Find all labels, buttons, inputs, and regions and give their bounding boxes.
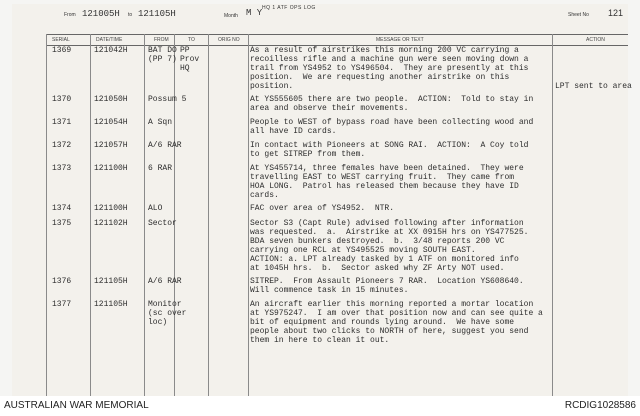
to-value: 121105H [138,9,176,19]
entry-serial: 1373 [52,164,72,173]
entry-from: 6 RAR [148,164,173,173]
sheet-header [12,4,628,34]
entry-datetime: 121042H [94,46,128,55]
log-title: HQ 1 ATF OPS LOG [262,5,316,11]
entry-serial: 1377 [52,300,72,309]
log-sheet [12,4,632,396]
entry-from: BAT DO (PP 7) [148,46,177,64]
entry-from: Possum 5 [148,95,187,104]
entry-to: PP Prov HQ [180,46,200,73]
archive-name: AUSTRALIAN WAR MEMORIAL [4,400,149,411]
archive-reference: RCDIG1028586 [564,400,636,411]
entry-message: SITREP. From Assault Pioneers 7 RAR. Location YS608640. Will commence task in 15 minutes. [250,277,524,295]
entry-message: In contact with Pioneers at SONG RAI. ACTION: A Coy told to get SITREP from them. [250,141,529,159]
divider [90,34,91,396]
col-action: ACTION [586,37,605,43]
entry-message: An aircraft earlier this morning reported a mortar location at YS975247. I am over that position now and can see quite a bit of equipment and rounds lying around. We have some people about two clicks to NORTH of here, suggest you send them in here to clean it out. [250,300,543,345]
entry-datetime: 121050H [94,95,128,104]
entry-from: A/6 RAR [148,141,182,150]
entry-message: As a result of airstrikes this morning 200 VC carrying a recoilless rifle and a machine gun were seen moving down a trail from YS4952 to YS496504. They are presently at this position. We are requesting another airstrike on this position. [250,46,529,91]
entry-datetime: 121105H [94,300,128,309]
entry-datetime: 121057H [94,141,128,150]
divider [46,34,47,396]
sheet-number-label: Sheet No [568,12,589,18]
divider [144,34,145,396]
entry-message: Sector S3 (Capt Rule) advised following after information was requested. a. Airstrike at XX 0915H hrs on YS477525. BDA seven bunkers destroyed. b. 3/48 reports 200 VC carrying one RCL at YS495525 moving SOUTH EAST. ACTION: a. LPT already tasked by 1 ATF on monitored info at 1045H hrs. b. Sector asked why ZF Arty NOT used. [250,219,529,273]
col-from: FROM [154,37,169,43]
month-value: M Y [246,8,263,18]
col-serial: SERIAL [52,37,70,43]
entry-datetime: 121100H [94,204,128,213]
from-label: From [64,12,76,18]
entry-datetime: 121105H [94,277,128,286]
entry-serial: 1369 [52,46,72,55]
entry-serial: 1374 [52,204,72,213]
entry-action: LPT sent to area [555,82,632,91]
entry-datetime: 121100H [94,164,128,173]
archive-footer [0,396,640,416]
from-value: 121005H [82,9,120,19]
entry-from: A Sqn [148,118,173,127]
entry-serial: 1375 [52,219,72,228]
column-headers [46,34,628,46]
entry-from: A/6 RAR [148,277,182,286]
entry-from: Monitor (sc over loc) [148,300,187,327]
entry-serial: 1376 [52,277,72,286]
col-orig-no: ORIG NO [218,37,240,43]
entry-message: At YS455714, three females have been detained. They were travelling EAST to WEST carrying fruit. They came from HOA LONG. Patrol has released them because they have ID cards. [250,164,524,200]
sheet-number-value: 121 [608,8,624,18]
col-message: MESSAGE OR TEXT [376,37,424,43]
entry-message: FAC over area of YS4952. NTR. [250,204,395,213]
divider [552,34,553,396]
col-to: TO [188,37,195,43]
divider [208,34,209,396]
entry-message: People to WEST of bypass road have been collecting wood and all have ID cards. [250,118,534,136]
divider [248,34,249,396]
entry-datetime: 121102H [94,219,128,228]
entry-from: Sector [148,219,177,228]
to-label: to [128,12,133,18]
entry-datetime: 121054H [94,118,128,127]
entry-serial: 1371 [52,118,72,127]
entry-serial: 1372 [52,141,72,150]
entry-from: ALO [148,204,163,213]
entry-message: At YS555605 there are two people. ACTION: Told to stay in area and observe their movements. [250,95,534,113]
entry-serial: 1370 [52,95,72,104]
col-datetime: DATE/TIME [96,37,123,43]
month-label: Month [224,13,238,19]
divider [174,34,175,396]
